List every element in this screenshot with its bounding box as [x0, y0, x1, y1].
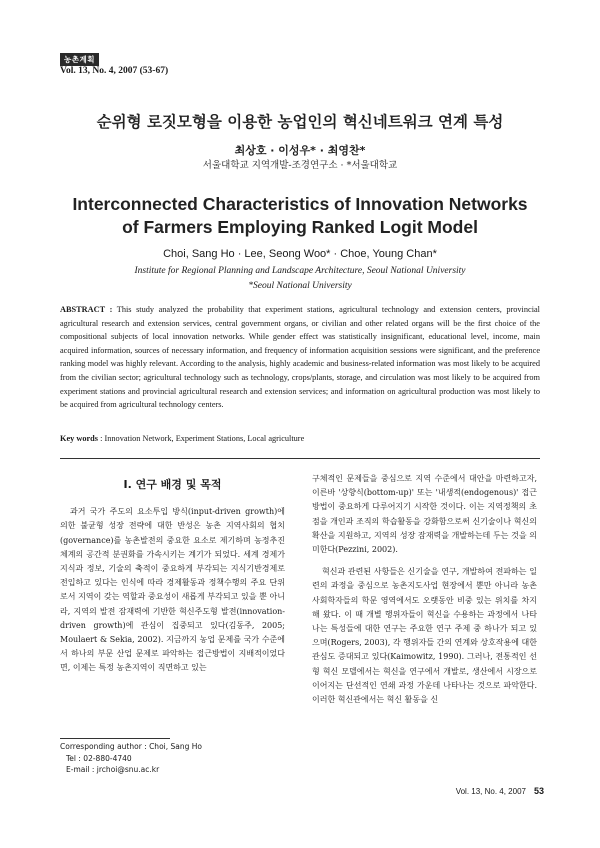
keywords	[60, 434, 540, 443]
footer-issue: Vol. 13, No. 4, 2007	[455, 787, 526, 796]
title-english-line2: of Farmers Employing Ranked Logit Model	[122, 217, 478, 237]
email: E-mail : jrchoi@snu.ac.kr	[66, 765, 160, 774]
abstract-label: ABSTRACT :	[60, 305, 113, 314]
affiliation-english-line1: Institute for Regional Planning and Landscape Architecture, Seoul National University	[134, 266, 466, 276]
body-paragraph-3: 혁신과 관련된 사항들은 신기술을 연구, 개발하여 전파하는 일련의 과정을 중심으로 농촌지도사업 현장에서 뿐만 아니라 농촌사회학자들의 학문 영역에서도 오랫동안 비중 있는 위치를 차지해 왔다. 이 때 개별 행위자들이 혁신을 수용하는 과정에서 나타나는 특성들에 대한 연구는 주요한 연구 주제 중 하나가 되고 있으며(Rogers, 2003), 각 행위자들 간의 연계와 상호작용에 대한 관심도 증대되고 있다(Kaimowitz, 1990). 그러나, 전통적인 선형 혁신 모델에서는 혁신을 연구에서 개발로, 생산에서 시장으로 이어지는 단선적인 연쇄 과정 가운데 나타나는 것으로 파악한다. 이러한 혁신관에서는 혁신 활동을 신	[312, 567, 537, 705]
authors-korean: 최상호 · 이성우* · 최영찬*	[234, 144, 366, 157]
footnote-rule	[60, 738, 170, 739]
affiliation-english-line2: *Seoul National University	[248, 281, 352, 291]
abstract	[60, 303, 540, 412]
footnote	[60, 741, 202, 776]
title-korean: 순위형 로짓모형을 이용한 농업인의 혁신네트워크 연계 특성	[96, 113, 504, 131]
title-english	[0, 193, 600, 239]
journal-badge: 농촌계획	[60, 53, 99, 66]
page-footer	[456, 786, 544, 796]
title-english-line1: Interconnected Characteristics of Innovation Networks	[72, 194, 528, 214]
authors-english: Choi, Sang Ho · Lee, Seong Woo* · Choe, Young Chan*	[163, 248, 437, 260]
affiliation-korean: 서울대학교 지역개발-조경연구소 · *서울대학교	[202, 160, 398, 171]
affiliation-english	[0, 264, 600, 294]
abstract-text: This study analyzed the probability that experiment stations, agricultural technology and extension centers, provincial agricultural research and extension services, central government organs, or civilian and other related organs will be the first choice of the compositional subjects of local innovation networks. While gender effect was statistically insignificant, educational level, income, main acquired information, sources of necessary information, and frequency of information acquisition sessions were significant, and the preference ranking model was highly relevant. According to the analysis, highly academic and business-related information was most likely to be acquired from the civilian sector; agricultural technology such as technology, crops/plants, storage, and circulation was most likely to be acquired from experiment stations and provincial agricultural research and extension services; and information on agricultural production was most likely to be acquired from agricultural technology centers.	[60, 305, 540, 410]
body-paragraph-2: 구체적인 문제들을 중심으로 지역 수준에서 대안을 마련하고자, 이른바 '상향식(bottom-up)' 또는 '내생적(endogenous)' 접근방법이 중요하게 다루어지기 시작한 것이다. 이는 지역정책의 초점을 개인과 조직의 학습활동을 강화함으로써 신기술이나 혁신의 확산을 지원하고, 지역의 성장 잠재력을 개발하는데 두는 것을 의미한다(Pezzini, 2002).	[312, 474, 537, 555]
keywords-text: : Innovation Network, Experiment Stations, Local agriculture	[100, 434, 305, 443]
page-number: 53	[533, 786, 544, 796]
right-column	[312, 472, 537, 707]
body-paragraph-1: 과거 국가 주도의 요소투입 방식(input-driven growth)에 의한 불균형 성장 전략에 대한 반성은 농촌 지역사회의 협치(governance)를 농촌발전의 중요한 요소로 제기하며 농정추진체계의 공간적 분권화를 가속시키는 계기가 되었다. 세계 경제가 지식과 정보, 기술의 축적이 중요하게 부각되는 지식기반경제로 전입하고 있다는 인식에 따라 경제활동과 정책수행의 주요 단위로서 지역이 갖는 역할과 중요성이 새롭게 부각되고 있을 뿐 아니라, 지역의 발전 잠재력에 기반한 혁신주도형 발전(innovation-driven growth)에 관심이 집중되고 있다(김동주, 2005; Moulaert & Sekia, 2002). 지금까지 농업 문제를 국가 수준에서 하나의 부문 산업 문제로 파악하는 접근방법이 지배적이었다면, 이제는 특정 농촌지역이 직면하고 있는	[60, 507, 285, 673]
section-divider	[60, 458, 540, 459]
section-heading: I. 연구 배경 및 목적	[123, 478, 222, 491]
corresponding-author: Corresponding author : Choi, Sang Ho	[60, 742, 202, 751]
telephone: Tel : 02-880-4740	[66, 753, 132, 763]
volume-line: Vol. 13, No. 4, 2007 (53-67)	[60, 66, 169, 76]
keywords-label: Key words	[60, 434, 99, 443]
left-column	[60, 472, 285, 676]
